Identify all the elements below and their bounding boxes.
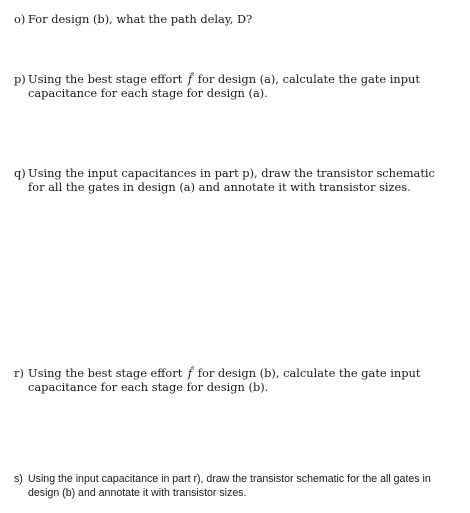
question-p <box>14 72 454 100</box>
question-letter: p) <box>14 72 26 86</box>
question-text-span: Using the input capacitance in part r), draw the transistor schematic for the all gates in design (b) and annotate it with transistor sizes. <box>28 473 431 499</box>
question-letter: o) <box>14 12 26 26</box>
question-q <box>14 166 454 194</box>
stage-effort-symbol: f̂ <box>187 366 193 380</box>
question-text-span: Using the input capacitances in part p), draw the transistor schematic for all the gates in design (a) and annotate it with transistor sizes. <box>28 166 435 194</box>
question-text <box>28 366 454 394</box>
question-letter: q) <box>14 166 26 180</box>
question-text <box>28 472 454 500</box>
question-text-after: for design (b), calculate the gate input capacitance for each stage for design (b). <box>28 366 421 394</box>
question-letter: r) <box>14 366 24 380</box>
question-letter: s) <box>14 473 23 485</box>
stage-effort-symbol: f̂ <box>187 72 193 86</box>
question-text-before: Using the best stage effort <box>28 366 183 380</box>
question-r <box>14 366 454 394</box>
question-text <box>28 12 454 26</box>
question-s <box>14 472 454 500</box>
question-text-after: for design (a), calculate the gate input capacitance for each stage for design (a). <box>28 72 420 100</box>
question-text <box>28 72 454 100</box>
question-text-before: Using the best stage effort <box>28 72 183 86</box>
question-text <box>28 166 454 194</box>
question-text-span: For design (b), what the path delay, D? <box>28 12 253 26</box>
question-o <box>14 12 454 26</box>
